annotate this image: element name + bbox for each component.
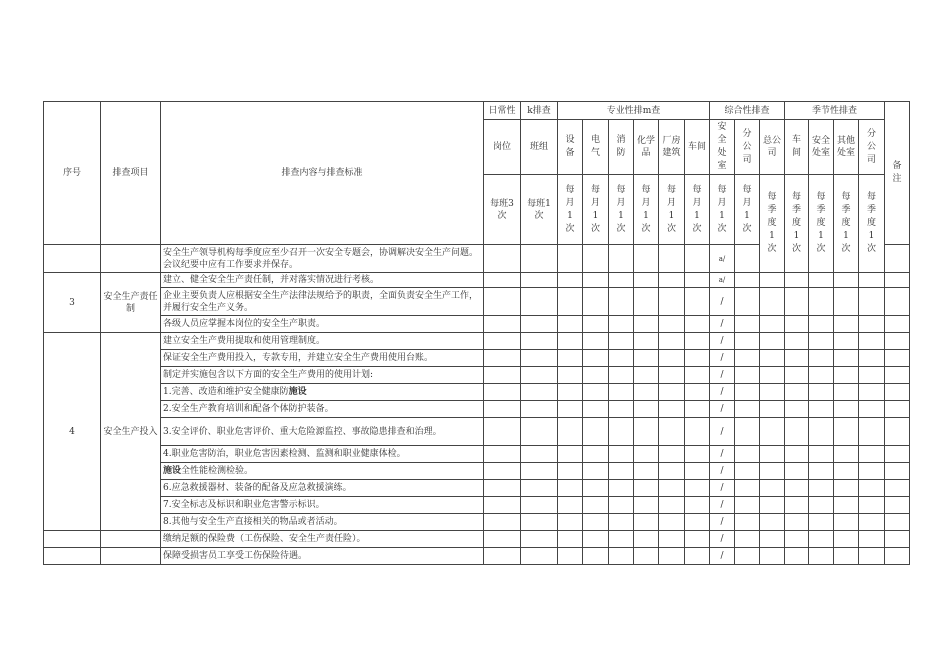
branch2-label: 分公司 (866, 128, 876, 165)
content-cell: 企业主要负责人应根据安全生产法律法规给予的职责，全面负责安全生产工作，并履行安全生产义务。 (161, 288, 484, 316)
special-header: 专业性排m查 (558, 102, 710, 120)
content-cell (161, 463, 484, 480)
content-cell: 2.安全生产教育培训和配备个体防护装备。 (161, 401, 484, 418)
equipment-freq (558, 175, 583, 245)
item-header: 排查项目 (101, 102, 161, 245)
content-cell: 各级人员应掌握本岗位的安全生产职责。 (161, 316, 484, 333)
safety-office-header (710, 120, 735, 175)
branch-label: 分公司 (742, 128, 752, 165)
seq-cell (44, 548, 101, 565)
content-cell: 建立、健全安全生产责任制，并对落实情况进行考核。 (161, 273, 484, 288)
electric-header (583, 120, 609, 175)
electric-freq (583, 175, 609, 245)
content-header: 排查内容与排查标准 (161, 102, 484, 245)
check-mark: / (710, 350, 735, 367)
daily-header: 日常性 (484, 102, 521, 120)
seq-header: 序号 (44, 102, 101, 245)
check-mark: a/ (710, 273, 735, 288)
equipment-label: 设备 (565, 135, 575, 158)
seq-cell: 3 (44, 273, 101, 333)
safety-office2-freq (809, 175, 834, 273)
item-cell: 安全生产责任制 (101, 273, 161, 333)
content-cell: 保障受损害员工享受工伤保险待遇。 (161, 548, 484, 565)
freq-label: 每月1次 (742, 184, 752, 234)
seq-cell (44, 531, 101, 548)
workshop2-header (785, 120, 809, 175)
comprehensive-header: 综合性排查 (710, 102, 785, 120)
check-mark: a/ (710, 245, 735, 273)
freq-label: 每月1次 (692, 184, 702, 234)
content-cell: 缴纳足额的保险费（工伤保险、安全生产责任险）。 (161, 531, 484, 548)
workshop2-freq (785, 175, 809, 273)
other-office-freq (834, 175, 859, 273)
item-cell (101, 548, 161, 565)
seq-cell (44, 245, 101, 273)
table-row (44, 418, 910, 446)
safety-office2-header: 安全处室 (809, 120, 834, 175)
freq-label: 每季度1次 (841, 192, 851, 254)
freq-label: 每月1次 (666, 184, 676, 234)
other-office-header: 其他处室 (834, 120, 859, 175)
table-row (44, 514, 910, 531)
fire-header (609, 120, 634, 175)
item-cell (101, 245, 161, 273)
table-row (44, 288, 910, 316)
factory-header: 厂房建筑 (659, 120, 685, 175)
fire-freq (609, 175, 634, 245)
freq-label: 每月1次 (717, 184, 727, 234)
freq-label: 每月1次 (641, 184, 651, 234)
team-freq: 每班1次 (521, 175, 558, 245)
remark-header (885, 102, 910, 245)
freq-label: 每月1次 (565, 184, 575, 234)
check-mark: / (710, 514, 735, 531)
seasonal-header: 季节性排查 (785, 102, 885, 120)
content-bold: 施设 (288, 387, 307, 397)
table-row (44, 497, 910, 514)
chemical-freq (634, 175, 659, 245)
head-freq (760, 175, 785, 273)
fire-label: 消防 (616, 135, 626, 158)
check-mark: / (710, 463, 735, 480)
k-check-header: k排查 (521, 102, 558, 120)
item-cell (101, 531, 161, 548)
freq-label: 每季度1次 (866, 192, 876, 254)
check-mark: / (710, 316, 735, 333)
branch2-header (859, 120, 885, 175)
check-mark: / (710, 531, 735, 548)
content-cell: 8.其他与安全生产直接相关的物品或者活动。 (161, 514, 484, 531)
table-row (44, 480, 910, 497)
freq-label: 每季度1次 (767, 192, 777, 254)
content-text: 全性能检测检验。 (181, 466, 254, 476)
table-row (44, 531, 910, 548)
table-row (44, 548, 910, 565)
freq-label: 每季度1次 (791, 192, 801, 254)
table-row (44, 401, 910, 418)
content-cell: 建立安全生产费用提取和使用管理制度。 (161, 333, 484, 350)
electric-label: 电气 (590, 135, 600, 158)
post-freq: 每班3次 (484, 175, 521, 245)
content-cell (161, 384, 484, 401)
content-cell: 6.应急救援器材、装备的配备及应急救援演练。 (161, 480, 484, 497)
head-header: 总公司 (760, 120, 785, 175)
table-row (44, 273, 910, 288)
table-row (44, 333, 910, 350)
check-mark: / (710, 446, 735, 463)
check-mark: / (710, 480, 735, 497)
remark-label: 备注 (892, 161, 902, 184)
check-mark: / (710, 497, 735, 514)
equipment-header (558, 120, 583, 175)
team-header: 班组 (521, 120, 558, 175)
content-bold: 施设 (163, 466, 182, 476)
table-row (44, 446, 910, 463)
item-cell: 安全生产投入 (101, 333, 161, 531)
check-mark: / (710, 367, 735, 384)
post-header: 岗位 (484, 120, 521, 175)
workshop-header: 车间 (685, 120, 710, 175)
inspection-table (43, 101, 910, 565)
table-row (44, 350, 910, 367)
content-cell: 3.安全评价、职业危害评价、重大危险源监控、事故隐患排查和治理。 (161, 418, 484, 446)
check-mark: / (710, 288, 735, 316)
branch-header (735, 120, 760, 175)
workshop2-label: 车间 (791, 135, 801, 158)
branch2-freq (859, 175, 885, 273)
check-mark: / (710, 384, 735, 401)
table-row (44, 316, 910, 333)
seq-cell: 4 (44, 333, 101, 531)
workshop-freq (685, 175, 710, 245)
content-cell: 保证安全生产费用投入，专款专用，并建立安全生产费用使用台账。 (161, 350, 484, 367)
check-mark: / (710, 401, 735, 418)
freq-label: 每月1次 (590, 184, 600, 234)
table-row (44, 463, 910, 480)
safety-office-freq (710, 175, 735, 245)
table-row (44, 384, 910, 401)
chemical-header: 化学品 (634, 120, 659, 175)
factory-freq (659, 175, 685, 245)
content-cell: 安全生产领导机构每季度应至少召开一次安全专题会，协调解决安全生产问题。会议纪要中应有工作要求并保存。 (161, 245, 484, 273)
check-mark: / (710, 548, 735, 565)
safety-office-label: 安全处室 (717, 122, 727, 171)
freq-label: 每季度1次 (816, 192, 826, 254)
check-mark: / (710, 333, 735, 350)
content-text: 1.完善、改造和维护安全健康防 (163, 387, 289, 397)
check-mark: / (710, 418, 735, 446)
freq-label: 每月1次 (616, 184, 626, 234)
branch-freq (735, 175, 760, 245)
content-cell: 7.安全标志及标识和职业危害警示标识。 (161, 497, 484, 514)
table-row (44, 367, 910, 384)
content-cell: 制定并实施包含以下方面的安全生产费用的使用计划: (161, 367, 484, 384)
content-cell: 4.职业危害防治，职业危害因素检测、监测和职业健康体检。 (161, 446, 484, 463)
